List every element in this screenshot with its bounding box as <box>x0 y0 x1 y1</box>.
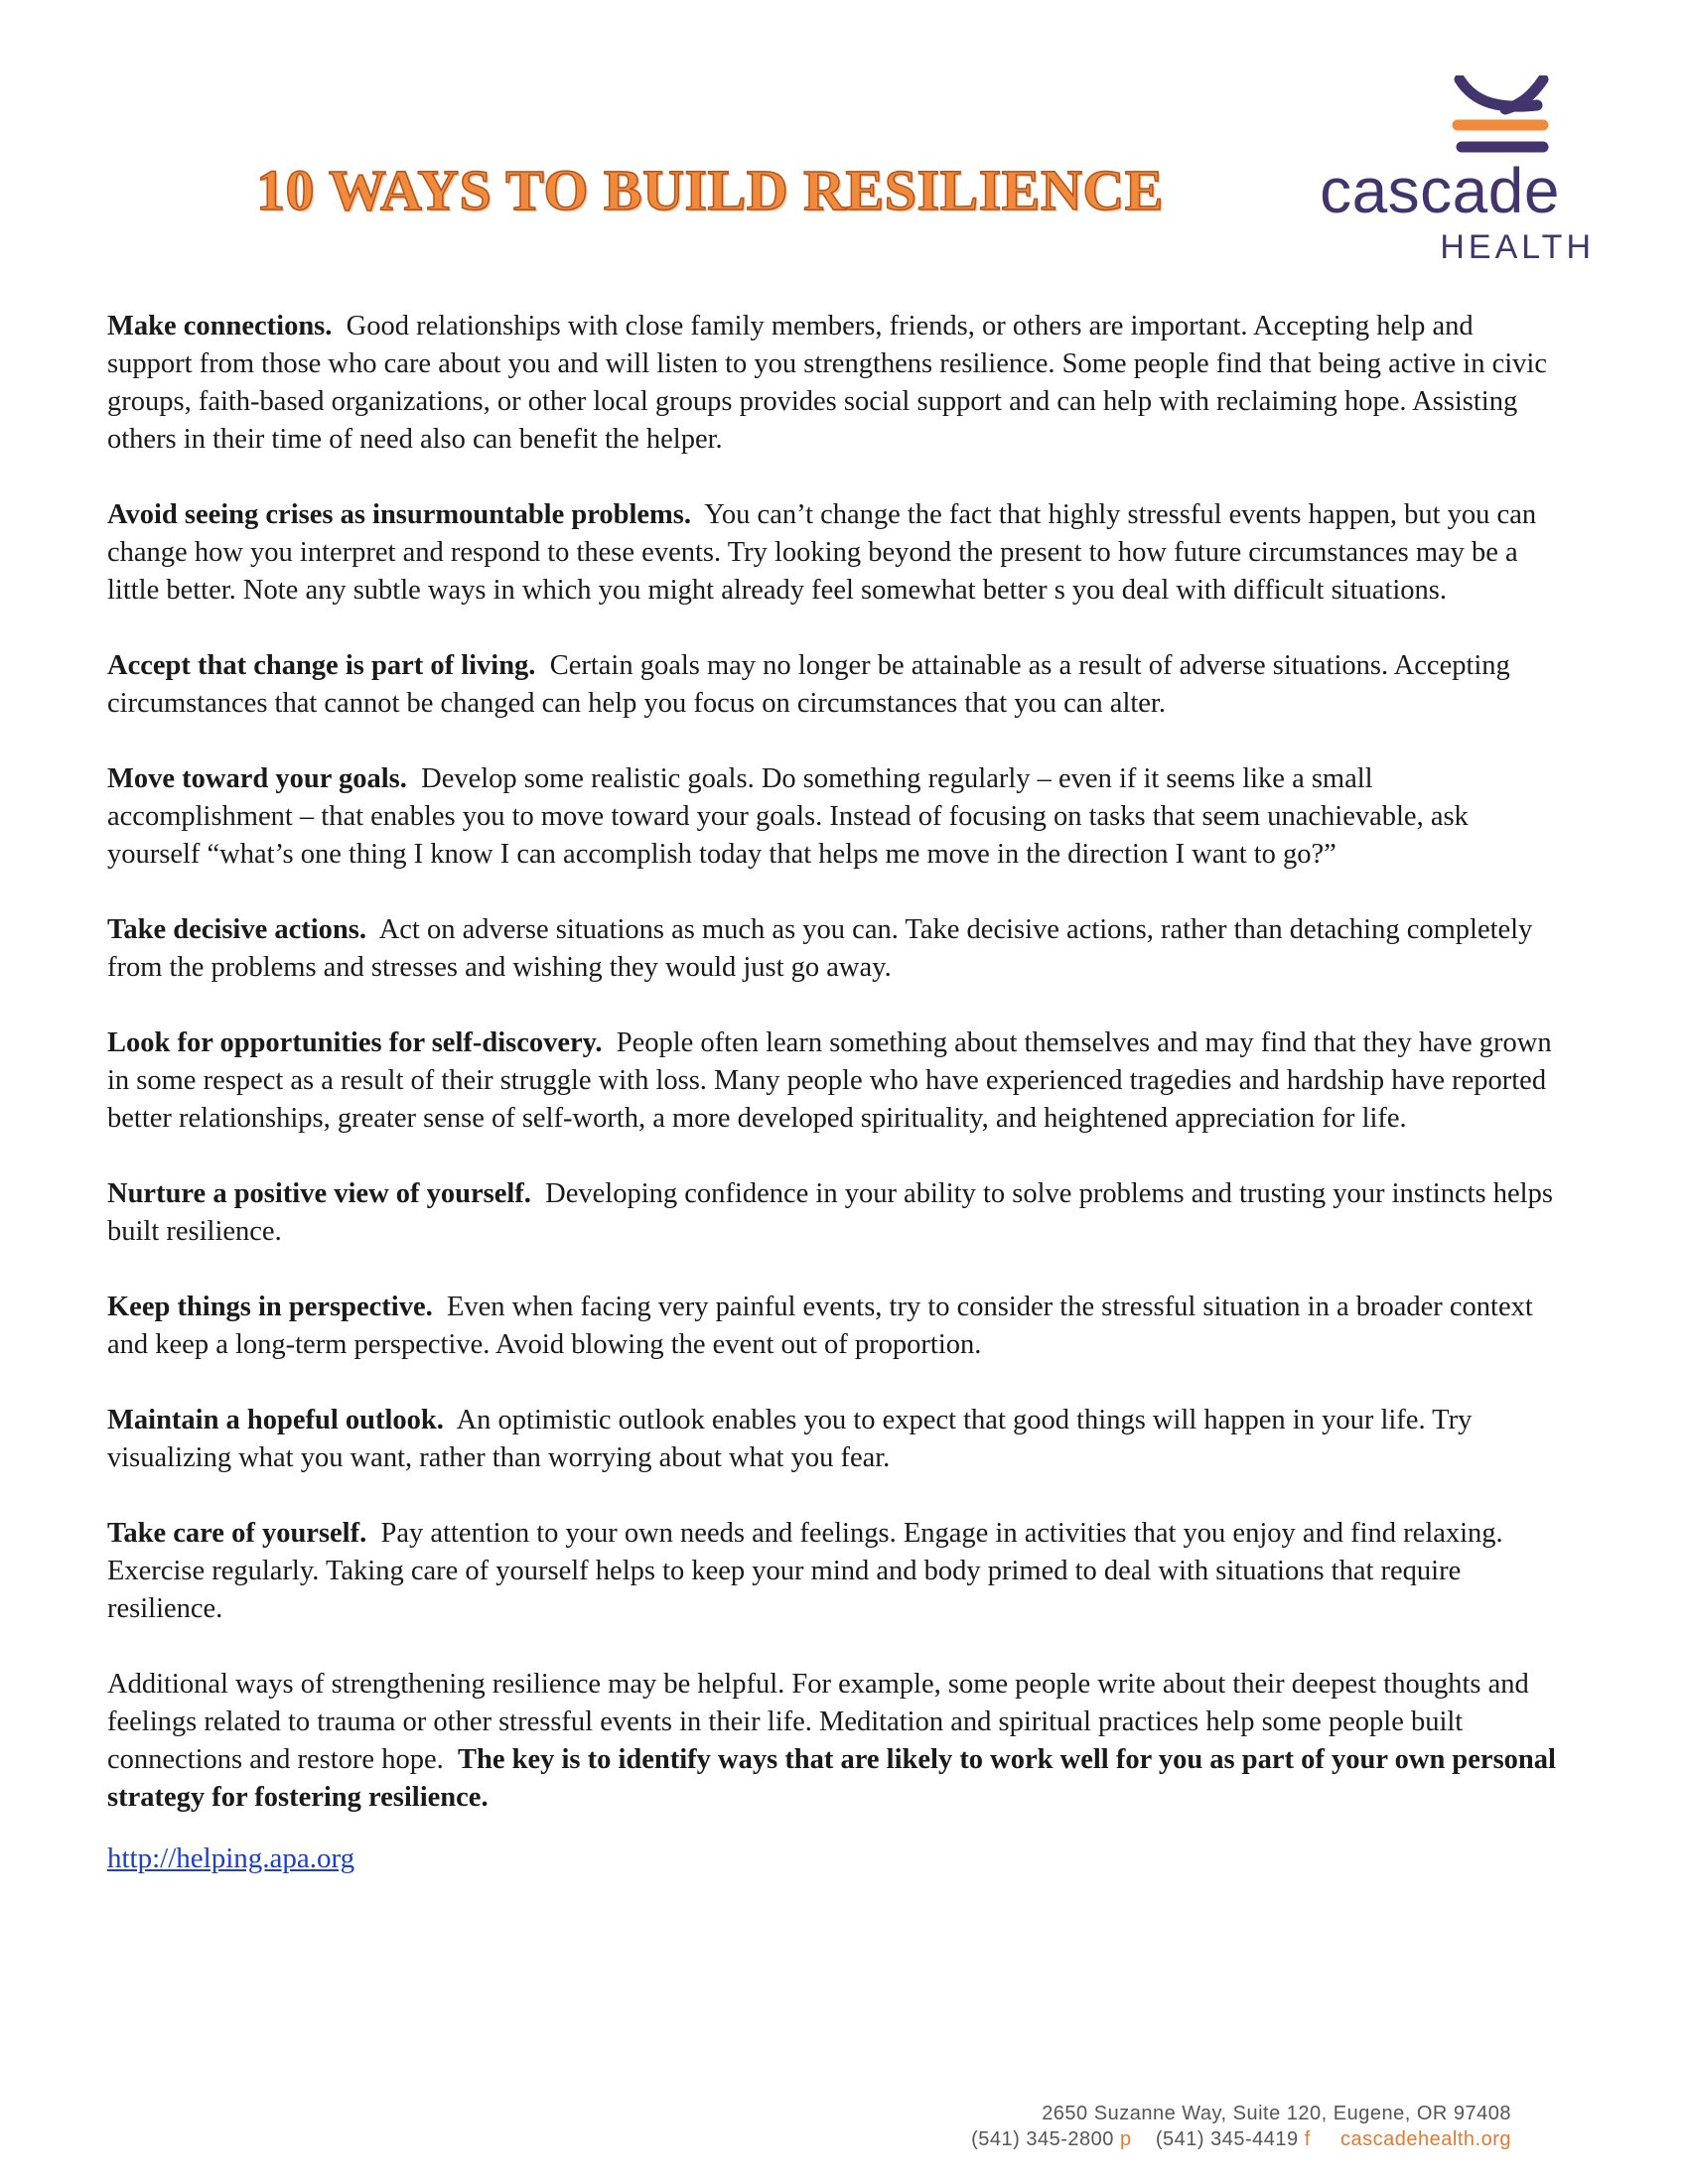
footer-phone: (541) 345-2800 <box>971 2128 1114 2150</box>
closing-emphasis: The key is to identify ways that are likely to work well for you as part of your own personal strategy for fostering resilience. <box>107 1744 1556 1813</box>
tip-paragraph <box>107 647 1563 723</box>
tip-heading: Take decisive actions. <box>107 914 366 945</box>
tip-paragraph <box>107 911 1563 987</box>
closing-paragraph <box>107 1666 1563 1817</box>
logo-wordmark: cascade <box>1320 155 1560 226</box>
tip-paragraph <box>107 1289 1563 1364</box>
footer-website[interactable]: cascadehealth.org <box>1340 2128 1511 2150</box>
tip-heading: Keep things in perspective. <box>107 1292 433 1322</box>
tip-paragraph <box>107 308 1563 459</box>
footer <box>794 2101 1511 2152</box>
tip-text: Good relationships with close family members, friends, or others are important. Accepting help and support from those who care about you and will listen to you strengthens resilience. Some people find that being active in civic groups, faith-based organizations, or other local groups provides social support and can help with reclaiming hope. Assisting others in their time of need also can benefit the helper. <box>107 311 1547 455</box>
tip-paragraph <box>107 1515 1563 1628</box>
apa-link[interactable]: http://helping.apa.org <box>107 1843 355 1874</box>
logo-subtitle: HEALTH <box>1440 228 1595 266</box>
phone-tag: p <box>1119 2128 1132 2150</box>
footer-address: 2650 Suzanne Way, Suite 120, Eugene, OR 97408 <box>1042 2103 1511 2124</box>
closing-text: Additional ways of strengthening resilience may be helpful. For example, some people write about their deepest thoughts and feelings related to trauma or other stressful events in their life. Meditation and spiritual practices help some people built connections and restore hope. <box>107 1669 1529 1775</box>
page-title: 10 WAYS TO BUILD RESILIENCE <box>256 158 1164 222</box>
tip-text: Pay attention to your own needs and feelings. Engage in activities that you enjoy and find relaxing. Exercise regularly. Taking care of yourself helps to keep your mind and body primed to deal with situations that require resilience. <box>107 1518 1503 1624</box>
tip-text: Certain goals may no longer be attainable as a result of adverse situations. Accepting circumstances that cannot be changed can help you focus on circumstances that you can alter. <box>107 650 1510 719</box>
footer-fax: (541) 345-4419 <box>1155 2128 1299 2150</box>
tip-heading: Make connections. <box>107 311 333 341</box>
fax-tag: f <box>1304 2128 1311 2150</box>
tip-paragraph <box>107 760 1563 874</box>
tip-text: An optimistic outlook enables you to expect that good things will happen in your life. Try visualizing what you want, rather than worrying about what you fear. <box>107 1405 1473 1473</box>
tip-text: Act on adverse situations as much as you can. Take decisive actions, rather than detaching completely from the problems and stresses and wishing they would just go away. <box>107 914 1533 983</box>
tip-heading: Look for opportunities for self-discovery. <box>107 1027 603 1058</box>
tip-heading: Maintain a hopeful outlook. <box>107 1405 444 1435</box>
tip-heading: Avoid seeing crises as insurmountable problems. <box>107 499 691 530</box>
tip-heading: Nurture a positive view of yourself. <box>107 1178 531 1209</box>
tip-text: Develop some realistic goals. Do something regularly – even if it seems like a small accomplishment – that enables you to move toward your goals. Instead of focusing on tasks that seem unachievable, ask yourself “what’s one thing I know I can accomplish today that helps me move in the direction I want to go?” <box>107 763 1469 870</box>
tip-text: Even when facing very painful events, try to consider the stressful situation in a broader context and keep a long-term perspective. Avoid blowing the event out of proportion. <box>107 1292 1533 1360</box>
tip-text: You can’t change the fact that highly stressful events happen, but you can change how you interpret and respond to these events. Try looking beyond the present to how future circumstances may be a little better. Note any subtle ways in which you might already feel somewhat better s you deal with difficult situations. <box>107 499 1537 606</box>
footer-contact <box>794 2126 1511 2152</box>
tip-heading: Take care of yourself. <box>107 1518 367 1549</box>
tip-heading: Accept that change is part of living. <box>107 650 536 681</box>
tip-paragraph <box>107 1402 1563 1477</box>
tip-paragraph <box>107 496 1563 610</box>
main-content <box>107 308 1563 1875</box>
tip-text: Developing confidence in your ability to solve problems and trusting your instincts helps built resilience. <box>107 1178 1553 1247</box>
tip-heading: Move toward your goals. <box>107 763 407 794</box>
tip-paragraph <box>107 1024 1563 1138</box>
cascade-health-logo <box>1291 75 1599 274</box>
tip-paragraph <box>107 1175 1563 1251</box>
tip-text: People often learn something about themselves and may find that they have grown in some respect as a result of their struggle with loss. Many people who have experienced tragedies and hardship have reported better relationships, greater sense of self-worth, a more developed spirituality, and heightened appreciation for life. <box>107 1027 1552 1134</box>
cascade-mark-icon <box>1440 75 1559 155</box>
